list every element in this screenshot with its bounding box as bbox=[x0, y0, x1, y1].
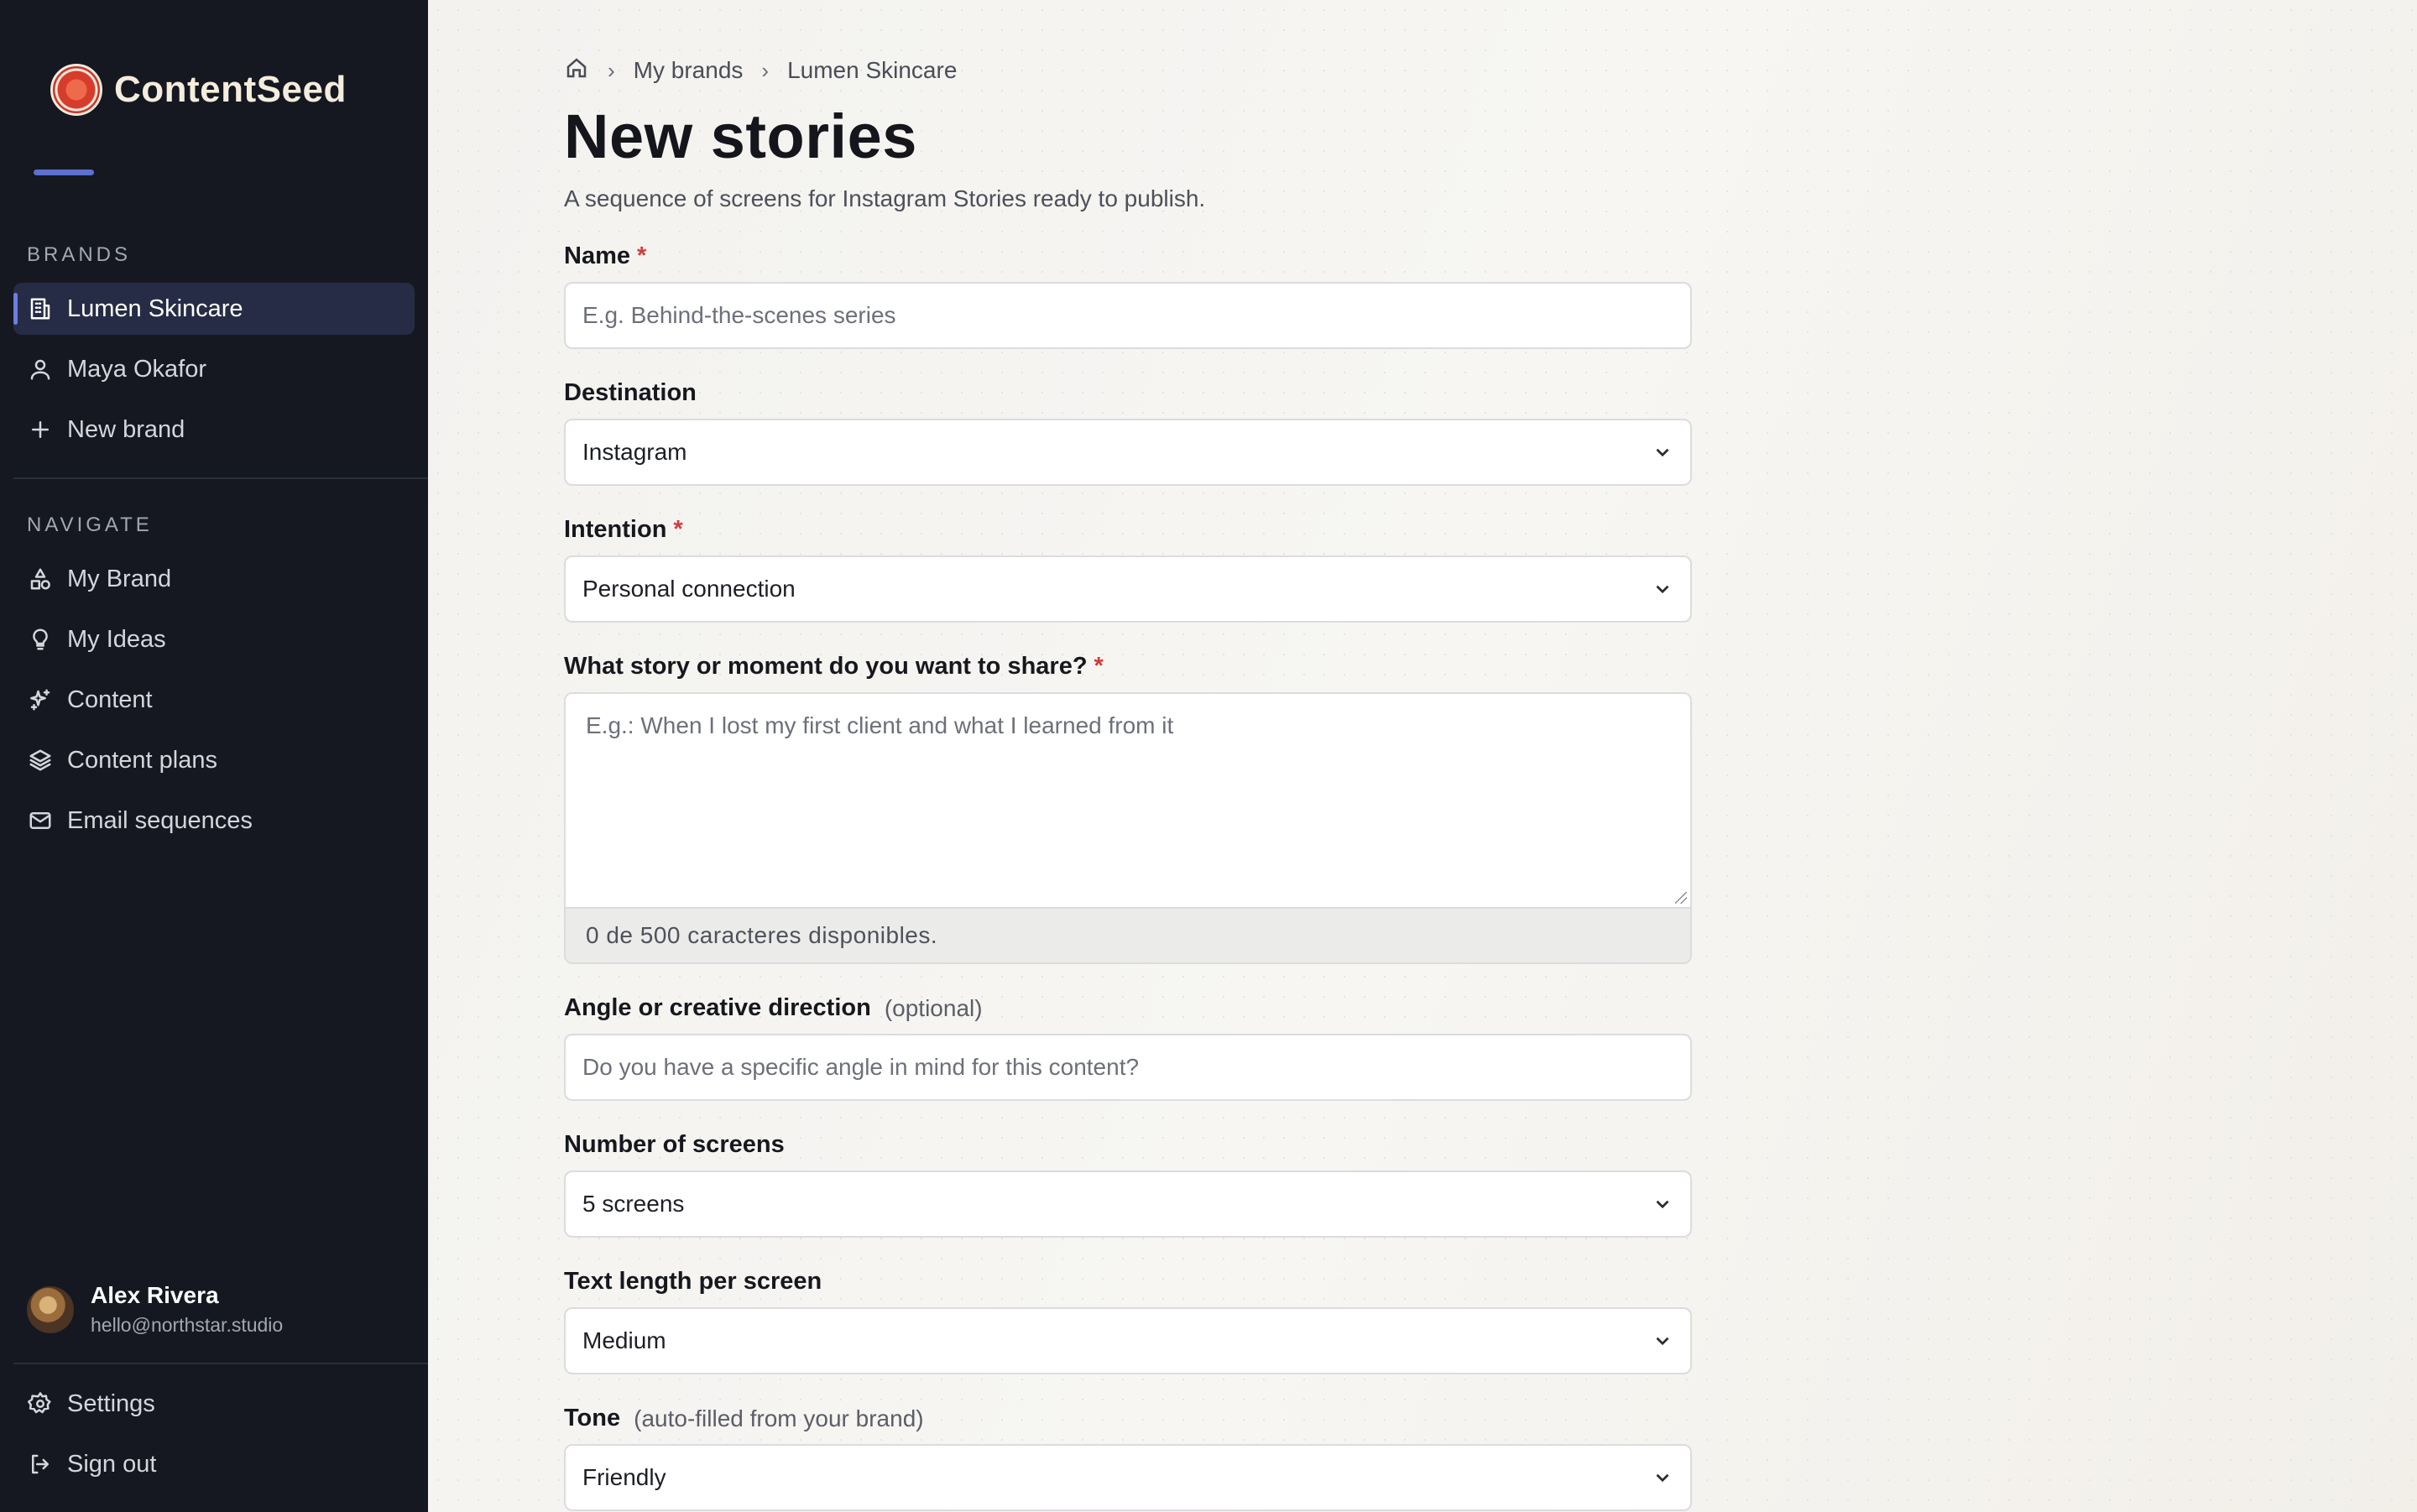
breadcrumb bbox=[564, 54, 1692, 87]
screens-select[interactable] bbox=[564, 1170, 1692, 1238]
text-length-select[interactable] bbox=[564, 1307, 1692, 1374]
user-name: Alex Rivera bbox=[91, 1282, 219, 1308]
sidebar-item-label: Content bbox=[67, 686, 153, 713]
sidebar-item-new-brand[interactable] bbox=[13, 404, 415, 456]
accent-bar bbox=[34, 169, 94, 175]
sidebar-item-content-plans[interactable] bbox=[13, 734, 415, 786]
chevron-down-icon bbox=[1652, 1193, 1673, 1215]
avatar bbox=[27, 1286, 74, 1333]
sidebar-item-label: Sign out bbox=[67, 1450, 157, 1478]
sidebar-item-my-brand[interactable] bbox=[13, 553, 415, 605]
app-name: ContentSeed bbox=[114, 69, 347, 110]
intention-label: Intention bbox=[564, 516, 667, 543]
screens-label: Number of screens bbox=[564, 1131, 785, 1158]
text-length-label: Text length per screen bbox=[564, 1268, 822, 1295]
user-icon bbox=[27, 356, 54, 383]
screens-value: 5 screens bbox=[582, 1191, 685, 1217]
angle-input[interactable]: Do you have a specific angle in mind for this content? bbox=[564, 1034, 1692, 1101]
optional-hint: (optional) bbox=[884, 994, 983, 1021]
breadcrumb-current[interactable]: Lumen Skincare bbox=[787, 57, 958, 83]
story-textarea[interactable] bbox=[566, 694, 1690, 907]
breadcrumb-my-brands[interactable]: My brands bbox=[633, 57, 744, 83]
intention-select[interactable] bbox=[564, 555, 1692, 623]
sidebar-item-maya-okafor[interactable] bbox=[13, 343, 415, 395]
destination-select[interactable] bbox=[564, 419, 1692, 486]
screens-field-group bbox=[564, 1131, 1692, 1238]
shapes-icon bbox=[27, 566, 54, 592]
angle-field-group bbox=[564, 994, 1692, 1101]
chevron-down-icon bbox=[1652, 1467, 1673, 1489]
main-content bbox=[428, 0, 2417, 1512]
intention-field-group bbox=[564, 516, 1692, 623]
destination-field-group bbox=[564, 379, 1692, 486]
destination-label: Destination bbox=[564, 379, 697, 406]
sidebar-item-lumen-skincare[interactable] bbox=[13, 283, 415, 335]
settings-button[interactable] bbox=[13, 1378, 415, 1430]
required-marker: * bbox=[673, 516, 683, 543]
building-icon bbox=[27, 295, 54, 322]
tone-label: Tone bbox=[564, 1405, 621, 1431]
sidebar-item-label: Email sequences bbox=[67, 806, 253, 834]
name-input[interactable]: E.g. Behind-the-scenes series bbox=[564, 282, 1692, 349]
sidebar bbox=[0, 0, 428, 1512]
sidebar-item-my-ideas[interactable] bbox=[13, 613, 415, 665]
required-marker: * bbox=[637, 242, 647, 269]
mail-icon bbox=[27, 807, 54, 834]
logout-icon bbox=[27, 1451, 54, 1478]
user-profile[interactable] bbox=[27, 1282, 283, 1337]
name-label: Name bbox=[564, 242, 630, 269]
destination-value: Instagram bbox=[582, 439, 687, 465]
sidebar-item-label: Maya Okafor bbox=[67, 355, 206, 383]
sidebar-item-label: My Ideas bbox=[67, 625, 166, 653]
character-counter: 0 de 500 caracteres disponibles. bbox=[566, 907, 1690, 962]
tone-hint: (auto-filled from your brand) bbox=[634, 1405, 924, 1431]
sidebar-divider bbox=[13, 1363, 428, 1364]
sidebar-item-label: My Brand bbox=[67, 565, 172, 592]
sparkles-icon bbox=[27, 686, 54, 713]
page-title: New stories bbox=[564, 102, 917, 171]
sidebar-item-content[interactable] bbox=[13, 674, 415, 726]
sidebar-item-label: Lumen Skincare bbox=[67, 295, 243, 322]
app-logo[interactable] bbox=[50, 64, 347, 116]
gear-icon bbox=[27, 1390, 54, 1417]
chevron-down-icon bbox=[1652, 1330, 1673, 1352]
sidebar-item-label: New brand bbox=[67, 415, 185, 443]
story-placeholder: E.g.: When I lost my first client and what I learned from it bbox=[586, 712, 1174, 738]
tone-select[interactable] bbox=[564, 1444, 1692, 1511]
required-marker: * bbox=[1094, 653, 1104, 680]
user-email: hello@northstar.studio bbox=[91, 1314, 284, 1336]
lightbulb-icon bbox=[27, 626, 54, 653]
chevron-right-icon: › bbox=[608, 57, 615, 83]
plus-icon bbox=[27, 416, 54, 443]
sidebar-item-email-sequences[interactable] bbox=[13, 795, 415, 847]
angle-label: Angle or creative direction bbox=[564, 994, 871, 1021]
sidebar-item-label: Settings bbox=[67, 1389, 155, 1417]
tone-field-group bbox=[564, 1405, 1692, 1511]
story-field-group bbox=[564, 653, 1692, 964]
home-icon[interactable] bbox=[564, 55, 589, 86]
text-length-value: Medium bbox=[582, 1327, 666, 1353]
chevron-down-icon bbox=[1652, 441, 1673, 463]
name-field-group bbox=[564, 242, 1692, 349]
brands-section-label: BRANDS bbox=[27, 243, 132, 266]
page-subtitle: A sequence of screens for Instagram Stories ready to publish. bbox=[564, 185, 1206, 211]
sidebar-item-label: Content plans bbox=[67, 746, 217, 774]
resize-handle[interactable] bbox=[1675, 892, 1687, 904]
logo-icon bbox=[50, 64, 102, 116]
story-label: What story or moment do you want to share? bbox=[564, 653, 1088, 680]
intention-value: Personal connection bbox=[582, 576, 796, 602]
tone-value: Friendly bbox=[582, 1464, 666, 1490]
layers-icon bbox=[27, 747, 54, 774]
sidebar-divider bbox=[13, 477, 428, 479]
sign-out-button[interactable] bbox=[13, 1438, 415, 1490]
chevron-down-icon bbox=[1652, 578, 1673, 600]
chevron-right-icon: › bbox=[761, 57, 770, 83]
navigate-section-label: NAVIGATE bbox=[27, 514, 153, 536]
text-length-field-group bbox=[564, 1268, 1692, 1374]
